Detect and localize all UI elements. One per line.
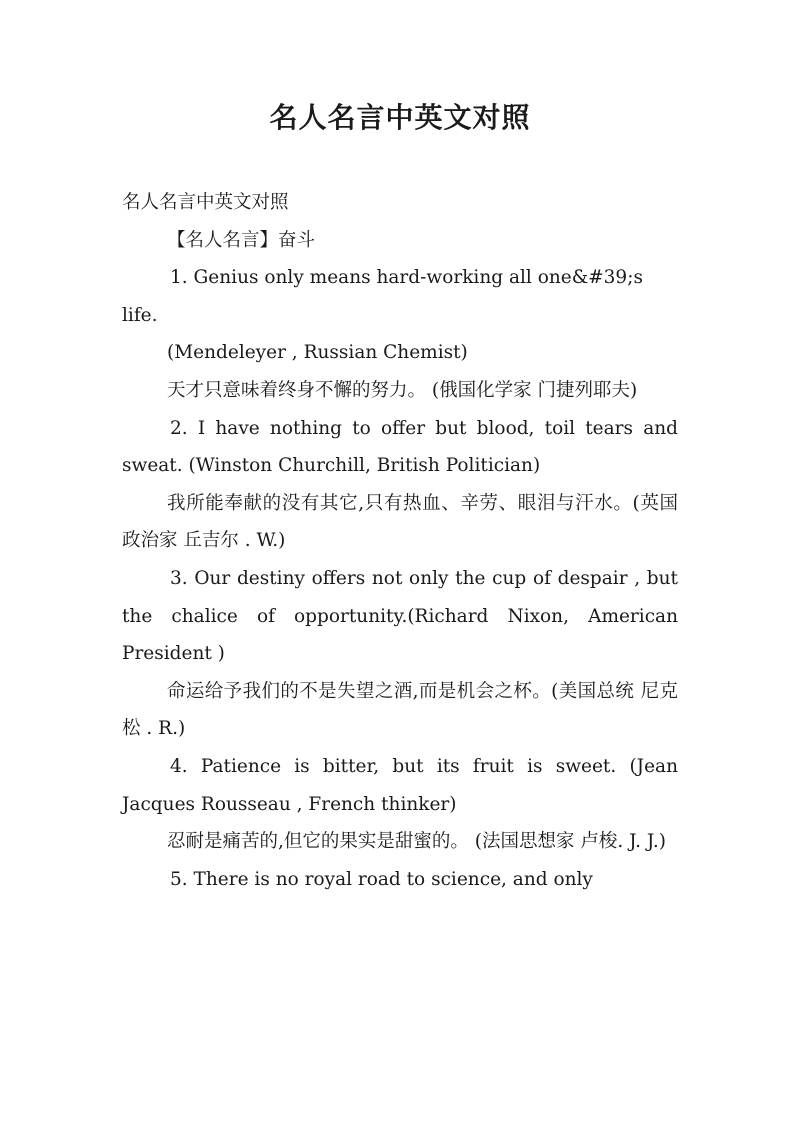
quote-5-english: 5. There is no royal road to science, and only xyxy=(170,868,593,890)
quote-1-chinese: 天才只意味着终身不懈的努力。 (俄国化学家 门捷列耶夫) xyxy=(167,379,638,401)
quote-1-english: 1. Genius only means hard-working all one&#39;s life. xyxy=(122,267,643,326)
quote-3-english: 3. Our destiny offers not only the cup of despair , but the chalice of opportunity.(Richard Nixon, American President ) xyxy=(122,567,678,665)
quote-2-chinese: 我所能奉献的没有其它,只有热血、辛劳、眼泪与汗水。(英国政治家 丘吉尔 . W.) xyxy=(122,492,678,552)
quote-4-chinese: 忍耐是痛苦的,但它的果实是甜蜜的。 (法国思想家 卢梭. J. J.) xyxy=(167,831,666,853)
quote-3-chinese: 命运给予我们的不是失望之酒,而是机会之杯。(美国总统 尼克松 . R.) xyxy=(122,680,678,740)
quote-1-attribution: (Mendeleyer , Russian Chemist) xyxy=(167,342,468,364)
document-body xyxy=(122,184,678,898)
section-label: 【名人名言】奋斗 xyxy=(167,229,316,251)
quote-2-english: 2. I have nothing to offer but blood, toil tears and sweat. (Winston Churchill, British Politician) xyxy=(122,417,678,477)
document-title: 名人名言中英文对照 xyxy=(269,101,531,134)
quote-4-english: 4. Patience is bitter, but its fruit is sweet. (Jean Jacques Rousseau , French thinker) xyxy=(122,755,678,815)
heading-line: 名人名言中英文对照 xyxy=(122,192,289,213)
